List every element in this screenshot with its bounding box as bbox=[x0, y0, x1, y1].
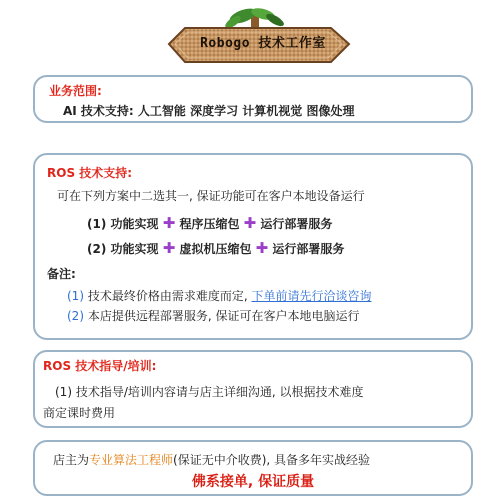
plus-icon: ✚ bbox=[162, 214, 176, 232]
option-2 bbox=[87, 240, 344, 257]
business-scope-panel bbox=[33, 75, 473, 123]
owner-info-a: 店主为 bbox=[53, 453, 90, 467]
ros-guidance-panel bbox=[33, 350, 473, 428]
owner-info-panel bbox=[33, 440, 473, 496]
option-2-end: 运行部署服务 bbox=[272, 242, 345, 256]
note-1-prefix: (1) bbox=[67, 289, 84, 303]
business-scope-title: 业务范围: bbox=[49, 84, 102, 98]
note-1 bbox=[67, 288, 372, 304]
note-1-text: 技术最终价格由需求难度而定, bbox=[87, 289, 248, 303]
note-2-prefix: (2) bbox=[67, 309, 84, 323]
slogan: 佛系接单, 保证质量 bbox=[191, 474, 315, 490]
ros-guidance-line-1: (1) 技术指导/培训内容请与店主详细沟通, 以根据技术难度 bbox=[55, 385, 364, 399]
plus-icon: ✚ bbox=[162, 239, 176, 257]
note-2-text: 本店提供远程部署服务, 保证可在客户本地电脑运行 bbox=[87, 309, 360, 323]
business-scope-content: AI 技术支持: 人工智能 深度学习 计算机视觉 图像处理 bbox=[63, 104, 355, 118]
ros-support-title: ROS 技术支持: bbox=[47, 166, 133, 180]
page-title: Robogo 技术工作室 bbox=[200, 36, 326, 51]
owner-info bbox=[53, 452, 370, 468]
ros-support-panel bbox=[33, 153, 473, 340]
note-label: 备注: bbox=[47, 267, 76, 281]
option-1 bbox=[87, 215, 332, 232]
plus-icon: ✚ bbox=[255, 239, 269, 257]
ros-guidance-title: ROS 技术指导/培训: bbox=[43, 359, 157, 373]
owner-title: 专业算法工程师 bbox=[89, 453, 174, 467]
option-2-mid: 虚拟机压缩包 bbox=[179, 242, 252, 256]
ros-support-intro: 可在下列方案中二选其一, 保证功能可在客户本地设备运行 bbox=[57, 189, 365, 203]
option-1-mid: 程序压缩包 bbox=[179, 217, 240, 231]
consult-link[interactable]: 下单前请先行洽谈咨询 bbox=[251, 289, 372, 303]
option-2-prefix: (2) 功能实现 bbox=[87, 242, 159, 256]
ros-guidance-line-2: 商定课时费用 bbox=[43, 406, 116, 420]
option-1-prefix: (1) 功能实现 bbox=[87, 217, 159, 231]
owner-info-c: (保证无中介收费), 具备多年实战经验 bbox=[173, 453, 371, 467]
option-1-end: 运行部署服务 bbox=[260, 217, 333, 231]
plus-icon: ✚ bbox=[243, 214, 257, 232]
header-sign bbox=[155, 8, 355, 70]
note-2 bbox=[67, 308, 359, 324]
